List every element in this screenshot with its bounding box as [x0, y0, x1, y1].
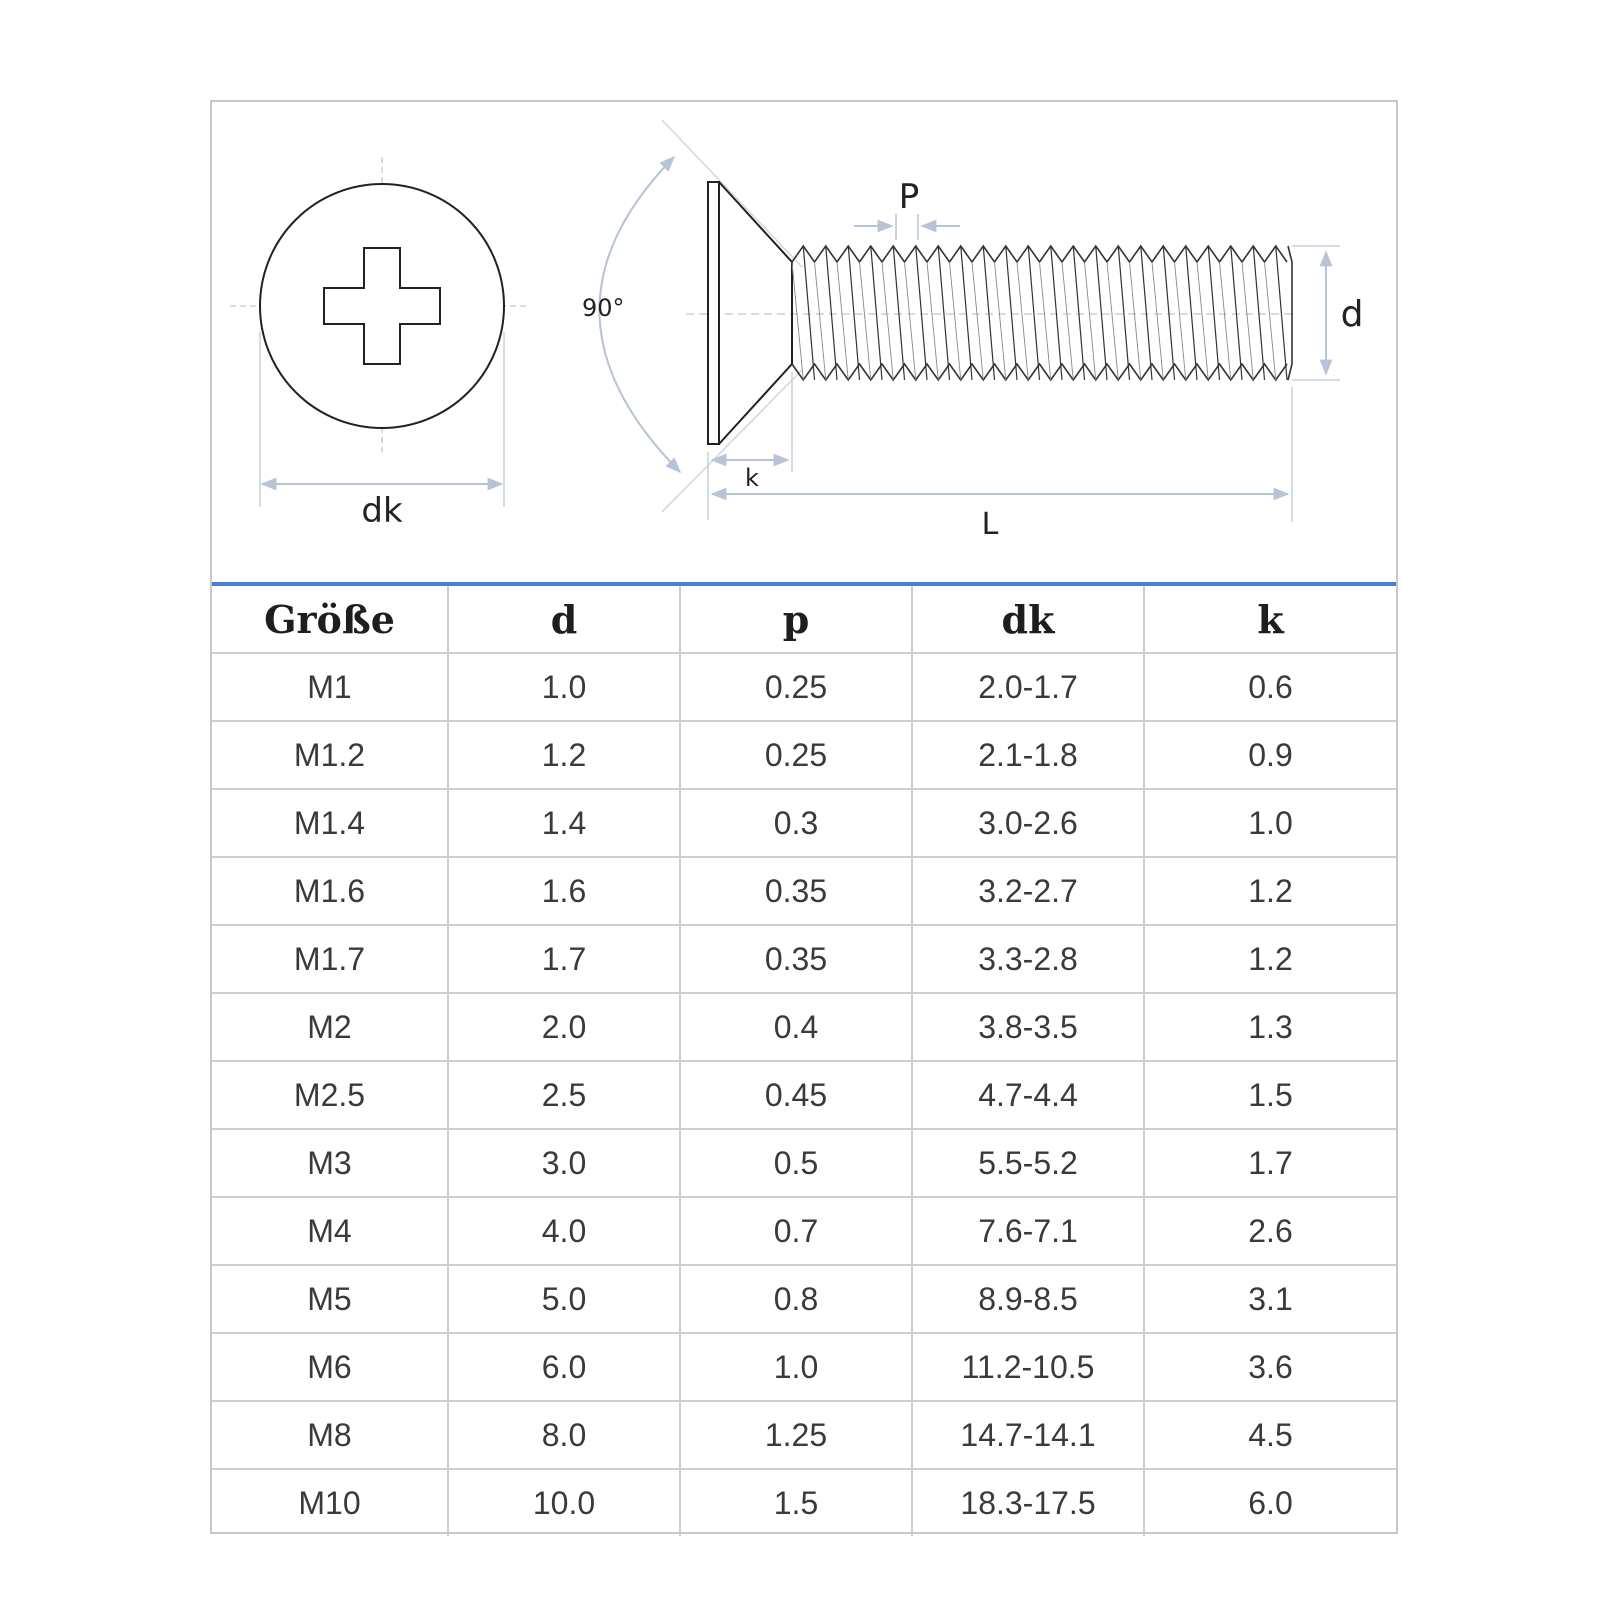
cell-k: 0.9	[1144, 721, 1396, 789]
table-row	[212, 993, 1396, 1061]
header-d: d	[448, 586, 680, 653]
cell-p: 1.0	[680, 1333, 912, 1401]
cell-p: 1.5	[680, 1469, 912, 1536]
cell-d: 1.7	[448, 925, 680, 993]
table-row	[212, 789, 1396, 857]
cell-dk: 2.1-1.8	[912, 721, 1144, 789]
cell-size: M8	[212, 1401, 448, 1469]
cell-k: 6.0	[1248, 1484, 1293, 1521]
cell-size: M3	[212, 1129, 448, 1197]
cell-p: 0.8	[680, 1265, 912, 1333]
cell-k: 1.7	[1144, 1129, 1396, 1197]
table-row	[212, 857, 1396, 925]
cell-k: 1.3	[1144, 993, 1396, 1061]
cell-dk: 4.7-4.4	[912, 1061, 1144, 1129]
table-row	[212, 1469, 1396, 1536]
table-row	[212, 1129, 1396, 1197]
cell-dk: 5.5-5.2	[912, 1129, 1144, 1197]
cell-size: M1	[212, 653, 448, 721]
dk-dimension-label: dk	[361, 491, 403, 531]
cell-dk: 18.3-17.5	[912, 1469, 1144, 1536]
table-row	[212, 653, 1396, 721]
cell-k: 1.5	[1144, 1061, 1396, 1129]
head-top-view	[230, 157, 530, 507]
length-label: L	[981, 507, 999, 542]
cell-p: 0.35	[680, 857, 912, 925]
cell-p: 0.5	[680, 1129, 912, 1197]
cell-p: 0.4	[680, 993, 912, 1061]
cell-p: 0.3	[680, 789, 912, 857]
header-p: p	[680, 586, 912, 653]
angle-label: 90°	[582, 294, 625, 322]
table-row	[212, 1333, 1396, 1401]
cell-d: 2.0	[448, 993, 680, 1061]
cell-d: 1.2	[448, 721, 680, 789]
cell-size: M1.6	[212, 857, 448, 925]
cell-p: 1.25	[680, 1401, 912, 1469]
table-row	[212, 721, 1396, 789]
cell-d: 8.0	[448, 1401, 680, 1469]
cell-dk: 14.7-14.1	[912, 1401, 1144, 1469]
cell-k: 4.5	[1144, 1401, 1396, 1469]
cell-dk: 3.0-2.6	[912, 789, 1144, 857]
cell-size: M1.2	[212, 721, 448, 789]
pitch-label: P	[898, 177, 920, 217]
header-size: Größe	[212, 586, 448, 653]
countersink-angle	[599, 120, 802, 512]
screw-diagram	[212, 102, 1396, 582]
cell-d: 3.0	[448, 1129, 680, 1197]
cell-k: 3.6	[1144, 1333, 1396, 1401]
table-header	[212, 586, 1396, 653]
head-height-dimension	[708, 372, 792, 520]
cell-size: M1.7	[212, 925, 448, 993]
length-dimension	[712, 387, 1292, 522]
cell-d: 10.0	[448, 1469, 680, 1536]
cell-d: 5.0	[448, 1265, 680, 1333]
cell-size: M2	[212, 993, 448, 1061]
cell-dk: 8.9-8.5	[912, 1265, 1144, 1333]
cell-d: 1.4	[448, 789, 680, 857]
cell-dk: 3.2-2.7	[912, 857, 1144, 925]
table-row	[212, 925, 1396, 993]
head-height-label: k	[745, 464, 759, 492]
header-k: k	[1144, 586, 1396, 653]
screw-side-view	[686, 182, 1292, 444]
size-spec-table	[212, 586, 1396, 1536]
table-row	[212, 1061, 1396, 1129]
cell-p: 0.25	[680, 721, 912, 789]
cell-k: 3.1	[1144, 1265, 1396, 1333]
diameter-dimension	[1292, 246, 1340, 380]
cell-d: 6.0	[448, 1333, 680, 1401]
header-dk: dk	[912, 586, 1144, 653]
spec-sheet-frame	[210, 100, 1398, 1534]
cell-k: 1.2	[1144, 857, 1396, 925]
cell-dk: 11.2-10.5	[912, 1333, 1144, 1401]
cell-dk: 7.6-7.1	[912, 1197, 1144, 1265]
cell-dk: 2.0-1.7	[912, 653, 1144, 721]
cell-dk: 3.3-2.8	[912, 925, 1144, 993]
pitch-dimension	[854, 214, 960, 240]
table-body	[212, 653, 1396, 1536]
table-row	[212, 1401, 1396, 1469]
cell-size: M4	[212, 1197, 448, 1265]
cell-d: 4.0	[448, 1197, 680, 1265]
table-row	[212, 1265, 1396, 1333]
cell-d: 1.6	[448, 857, 680, 925]
cell-k: 1.2	[1144, 925, 1396, 993]
cell-p: 0.7	[680, 1197, 912, 1265]
cell-size: M10	[212, 1469, 448, 1536]
cell-size: M2.5	[212, 1061, 448, 1129]
table-row	[212, 1197, 1396, 1265]
cell-p: 0.35	[680, 925, 912, 993]
cell-p: 0.25	[680, 653, 912, 721]
cell-p: 0.45	[680, 1061, 912, 1129]
cell-k: 0.6	[1144, 653, 1396, 721]
cell-size: M5	[212, 1265, 448, 1333]
cell-k: 1.0	[1144, 789, 1396, 857]
cell-d: 1.0	[448, 653, 680, 721]
cell-k: 2.6	[1144, 1197, 1396, 1265]
diameter-label: d	[1340, 294, 1364, 335]
cell-size: M1.4	[212, 789, 448, 857]
cell-d: 2.5	[448, 1061, 680, 1129]
cell-size: M6	[212, 1333, 448, 1401]
cell-dk: 3.8-3.5	[912, 993, 1144, 1061]
